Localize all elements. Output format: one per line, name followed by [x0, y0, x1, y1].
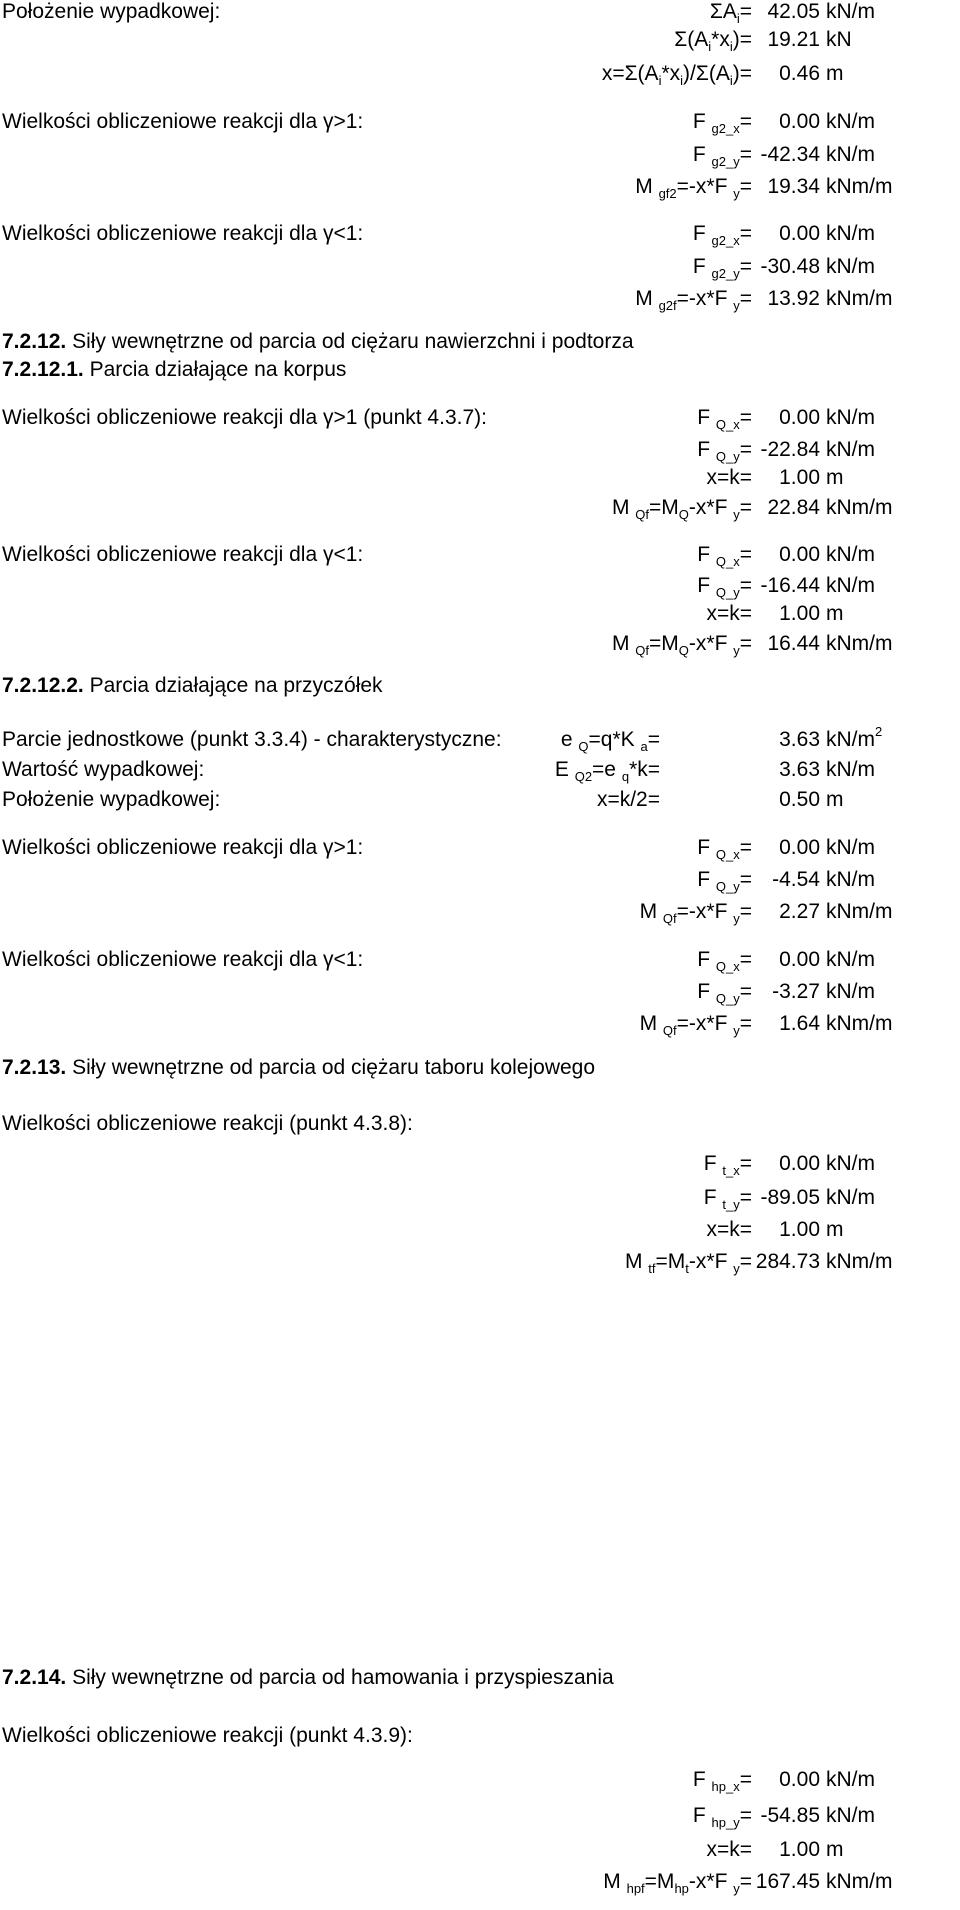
s4-formula-fx: F $_{Q\_x}$= — [697, 543, 752, 569]
s5-formula-fy: F $_{Q\_y}$= — [697, 868, 752, 894]
s7-unit-m: kNm/m — [826, 1250, 893, 1273]
s6-value-fx: 0.00 — [779, 948, 820, 971]
heading-7-2-13-text: Siły wewnętrzne od parcia od ciężaru taboru kolejowego — [66, 1056, 596, 1079]
s7-label-row — [0, 1112, 960, 1146]
s4-unit-fx: kN/m — [826, 543, 875, 566]
s5-fx-row — [0, 836, 960, 870]
s4-formula-fy: F $_{Q\_y}$= — [697, 574, 752, 600]
s7-formula-x: x=k= — [706, 1218, 752, 1241]
resultant-position-label: Położenie wypadkowej: — [2, 0, 221, 23]
unit-pressure-formula: e $_Q$=q*K $_a$= — [560, 728, 660, 754]
s7-unit-x: m — [826, 1218, 844, 1241]
s2-value-fy: -30.48 — [760, 255, 820, 278]
s1-m-row — [0, 175, 960, 209]
s1-unit-fy: kN/m — [826, 143, 875, 166]
s1-unit-m: kNm/m — [826, 175, 893, 198]
s7-fx-row — [0, 1152, 960, 1186]
s2-value-fx: 0.00 — [779, 222, 820, 245]
heading-7-2-12 — [2, 330, 634, 354]
s6-formula-fy: F $_{Q\_y}$= — [697, 980, 752, 1006]
s3-formula-fy: F $_{Q\_y}$= — [697, 438, 752, 464]
s4-m-row — [0, 632, 960, 666]
s1-fx-row — [0, 110, 960, 144]
s3-value-m: 22.84 — [767, 496, 820, 519]
s7-label: Wielkości obliczeniowe reakcji (punkt 4.3.8): — [2, 1112, 413, 1135]
resultant-position-value: 0.50 — [779, 788, 820, 811]
s2-formula-m: M $_{g2f}$=-x*F $_y$= — [635, 287, 752, 313]
s8-formula-fy: F $_{hp\_y}$= — [692, 1804, 752, 1830]
s1-formula-fx: F $_{g2\_x}$= — [692, 110, 752, 136]
heading-7-2-12-2 — [2, 674, 383, 698]
s1-value-fx: 0.00 — [779, 110, 820, 133]
s5-m-row — [0, 900, 960, 934]
s8-unit-fx: kN/m — [826, 1768, 875, 1791]
heading-7-2-12-1-number: 7.2.12.1. — [2, 358, 84, 381]
heading-7-2-12-number: 7.2.12. — [2, 330, 67, 353]
s6-unit-fy: kN/m — [826, 980, 875, 1003]
unit-x: m — [826, 62, 844, 85]
s1-label: Wielkości obliczeniowe reakcji dla γ>1: — [2, 110, 364, 133]
s6-fx-row — [0, 948, 960, 982]
formula-sum-ax: $\Sigma(A_i*x_i)=$ — [674, 28, 752, 54]
s2-value-m: 13.92 — [767, 287, 820, 310]
s6-value-m: 1.64 — [779, 1012, 820, 1035]
s7-unit-fy: kN/m — [826, 1186, 875, 1209]
s2-fy-row — [0, 255, 960, 289]
s3-unit-m: kNm/m — [826, 496, 893, 519]
value-sum-ax: 19.21 — [767, 28, 820, 51]
s3-formula-fx: F $_{Q\_x}$= — [697, 406, 752, 432]
s3-value-fy: -22.84 — [760, 438, 820, 461]
unit-pressure-row — [0, 724, 960, 762]
s8-formula-fx: F $_{hp\_x}$= — [692, 1768, 752, 1794]
s4-value-fx: 0.00 — [779, 543, 820, 566]
s7-unit-fx: kN/m — [826, 1152, 875, 1175]
formula-x: $x=\Sigma(A_i*x_i)/\Sigma(A_i)=$ — [601, 62, 752, 88]
s7-value-fy: -89.05 — [760, 1186, 820, 1209]
s2-unit-fx: kN/m — [826, 222, 875, 245]
s7-value-m: 284.73 — [755, 1250, 820, 1273]
s8-m-row — [0, 1870, 960, 1904]
s1-value-fy: -42.34 — [760, 143, 820, 166]
s4-unit-m: kNm/m — [826, 632, 893, 655]
s4-value-fy: -16.44 — [760, 574, 820, 597]
s5-value-fy: -4.54 — [772, 868, 820, 891]
s3-x-row — [0, 466, 960, 500]
s7-formula-fy: F $_{t\_y}$= — [703, 1186, 752, 1212]
resultant-position-label-2: Położenie wypadkowej: — [2, 788, 221, 811]
s6-fy-row — [0, 980, 960, 1014]
s3-fx-row — [0, 406, 960, 440]
s2-unit-fy: kN/m — [826, 255, 875, 278]
formula-sum-a: $\Sigma A_i=$ — [709, 0, 752, 26]
s2-formula-fy: F $_{g2\_y}$= — [692, 255, 752, 281]
value-sum-a: 42.05 — [767, 0, 820, 23]
heading-7-2-14-text: Siły wewnętrzne od parcia od hamowania i przyspieszania — [66, 1666, 614, 1689]
s4-formula-m: M $_{Qf}=M_Q-x*F$ $_y$= — [611, 632, 752, 658]
s6-formula-m: M $_{Qf}$=-x*F $_y$= — [639, 1012, 752, 1038]
unit-pressure-label: Parcie jednostkowe (punkt 3.3.4) - charakterystyczne: — [2, 728, 502, 751]
s7-m-row — [0, 1250, 960, 1284]
x-position-row — [0, 62, 960, 96]
s8-value-fx: 0.00 — [779, 1768, 820, 1791]
s5-value-m: 2.27 — [779, 900, 820, 923]
s7-x-row — [0, 1218, 960, 1252]
unit-pressure-value: 3.63 — [779, 728, 820, 751]
heading-7-2-14 — [2, 1666, 614, 1690]
s5-unit-m: kNm/m — [826, 900, 893, 923]
s6-label: Wielkości obliczeniowe reakcji dla γ<1: — [2, 948, 364, 971]
s2-label: Wielkości obliczeniowe reakcji dla γ<1: — [2, 222, 364, 245]
s4-label: Wielkości obliczeniowe reakcji dla γ<1: — [2, 543, 364, 566]
s8-unit-fy: kN/m — [826, 1804, 875, 1827]
s8-fy-row — [0, 1804, 960, 1838]
s8-x-row — [0, 1838, 960, 1872]
resultant-value-unit: kN/m — [826, 758, 875, 781]
s8-formula-x: x=k= — [706, 1838, 752, 1861]
heading-7-2-12-2-number: 7.2.12.2. — [2, 674, 84, 697]
s7-formula-m: M $_{tf}=M_t-x*F$ $_y$= — [624, 1250, 752, 1276]
s4-fx-row — [0, 543, 960, 577]
s6-formula-fx: F $_{Q\_x}$= — [697, 948, 752, 974]
moment-sum-row — [0, 28, 960, 62]
s6-m-row — [0, 1012, 960, 1046]
s4-formula-x: x=k= — [706, 602, 752, 625]
s4-x-row — [0, 602, 960, 636]
heading-7-2-13 — [2, 1056, 595, 1080]
s3-unit-x: m — [826, 466, 844, 489]
resultant-position-unit: m — [826, 788, 844, 811]
s8-unit-x: m — [826, 1838, 844, 1861]
heading-7-2-12-1-text: Parcia działające na korpus — [83, 358, 347, 381]
resultant-value-value: 3.63 — [779, 758, 820, 781]
s8-label: Wielkości obliczeniowe reakcji (punkt 4.3.9): — [2, 1724, 413, 1747]
s5-label: Wielkości obliczeniowe reakcji dla γ>1: — [2, 836, 364, 859]
s5-unit-fy: kN/m — [826, 868, 875, 891]
s5-value-fx: 0.00 — [779, 836, 820, 859]
s6-value-fy: -3.27 — [772, 980, 820, 1003]
s5-unit-fx: kN/m — [826, 836, 875, 859]
s3-label: Wielkości obliczeniowe reakcji dla γ>1 (punkt 4.3.7): — [2, 406, 487, 429]
s8-unit-m: kNm/m — [826, 1870, 893, 1893]
s3-value-x: 1.00 — [779, 466, 820, 489]
s5-formula-fx: F $_{Q\_x}$= — [697, 836, 752, 862]
unit-pressure-unit — [826, 724, 883, 752]
s7-formula-fx: F $_{t\_x}$= — [703, 1152, 752, 1178]
s7-value-x: 1.00 — [779, 1218, 820, 1241]
s8-value-x: 1.00 — [779, 1838, 820, 1861]
s1-value-m: 19.34 — [767, 175, 820, 198]
heading-7-2-14-number: 7.2.14. — [2, 1666, 67, 1689]
s1-fy-row — [0, 143, 960, 177]
s7-value-fx: 0.00 — [779, 1152, 820, 1175]
s1-formula-fy: F $_{g2\_y}$= — [692, 143, 752, 169]
s3-unit-fy: kN/m — [826, 438, 875, 461]
unit-sum-a: kN/m — [826, 0, 875, 23]
resultant-value-row — [0, 758, 960, 792]
s8-fx-row — [0, 1768, 960, 1802]
s3-m-row — [0, 496, 960, 530]
s4-value-m: 16.44 — [767, 632, 820, 655]
s3-value-fx: 0.00 — [779, 406, 820, 429]
s1-formula-m: M $_{gf2}$=-x*F $_y$= — [635, 175, 752, 201]
s3-unit-fx: kN/m — [826, 406, 875, 429]
s5-formula-m: M $_{Qf}$=-x*F $_y$= — [639, 900, 752, 926]
s7-fy-row — [0, 1186, 960, 1220]
s4-value-x: 1.00 — [779, 602, 820, 625]
resultant-value-label: Wartość wypadkowej: — [2, 758, 205, 781]
s8-formula-m: M $_{hpf}=M_{hp}-x*F$ $_y$= — [603, 1870, 752, 1896]
s8-label-row — [0, 1724, 960, 1758]
resultant-position-row — [0, 788, 960, 822]
s3-formula-m: M $_{Qf}=M_Q-x*F$ $_y$= — [611, 496, 752, 522]
value-x: 0.46 — [779, 62, 820, 85]
resultant-value-formula: E $_{Q2}$=e $_q$*k= — [554, 758, 660, 784]
s2-m-row — [0, 287, 960, 321]
s3-formula-x: x=k= — [706, 466, 752, 489]
s8-value-m: 167.45 — [755, 1870, 820, 1893]
s2-unit-m: kNm/m — [826, 287, 893, 310]
s5-fy-row — [0, 868, 960, 902]
resultant-position-formula: x=k/2= — [596, 788, 660, 811]
heading-7-2-12-1 — [2, 358, 346, 382]
s4-unit-fy: kN/m — [826, 574, 875, 597]
s6-unit-fx: kN/m — [826, 948, 875, 971]
s2-formula-fx: F $_{g2\_x}$= — [692, 222, 752, 248]
unit-pressure-unit-exp: 2 — [875, 724, 883, 739]
heading-7-2-12-text: Siły wewnętrzne od parcia od ciężaru nawierzchni i podtorza — [66, 330, 634, 353]
s2-fx-row — [0, 222, 960, 256]
unit-pressure-unit-base: kN/m — [826, 728, 875, 751]
s1-unit-fx: kN/m — [826, 110, 875, 133]
heading-7-2-12-2-text: Parcia działające na przyczółek — [83, 674, 383, 697]
s8-value-fy: -54.85 — [760, 1804, 820, 1827]
s4-unit-x: m — [826, 602, 844, 625]
heading-7-2-13-number: 7.2.13. — [2, 1056, 67, 1079]
s6-unit-m: kNm/m — [826, 1012, 893, 1035]
unit-sum-ax: kN — [826, 28, 852, 51]
